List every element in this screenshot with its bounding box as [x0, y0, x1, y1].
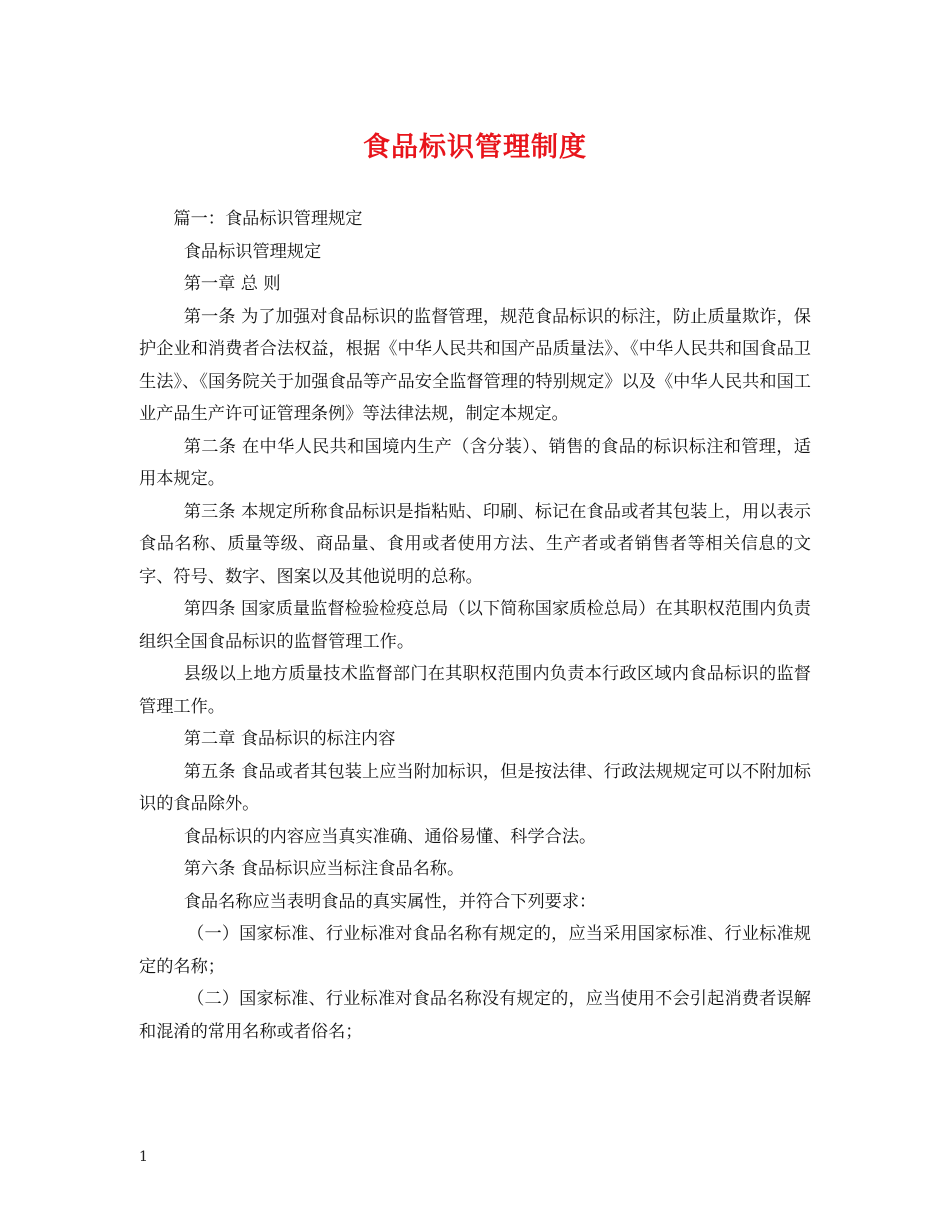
paragraph-item-1: （一）国家标准、行业标准对食品名称有规定的，应当采用国家标准、行业标准规定的名称； — [139, 924, 811, 977]
document-title: 食品标识管理制度 — [363, 132, 587, 163]
paragraph-article-2: 第二条 在中华人民共和国境内生产（含分装）、销售的食品的标识标注和管理，适用本规定。 — [139, 436, 811, 489]
page-number: 1 — [139, 1149, 148, 1165]
document-body — [139, 203, 811, 1048]
paragraph-regulation-title: 食品标识管理规定 — [183, 241, 322, 262]
paragraph-article-4: 第四条 国家质量监督检验检疫总局（以下简称国家质检总局）在其职权范围内负责组织全国食品标识的监督管理工作。 — [139, 599, 811, 652]
paragraph-article-6: 第六条 食品标识应当标注食品名称。 — [183, 859, 465, 879]
paragraph-article-1: 第一条 为了加强对食品标识的监督管理，规范食品标识的标注，防止质量欺诈，保护企业和消费者合法权益，根据《中华人民共和国产品质量法》、《中华人民共和国食品卫生法》、《国务院关于加强食品等产品安全监督管理的特别规定》以及《中华人民共和国工业产品生产许可证管理条例》等法律法规，制定本规定。 — [139, 306, 811, 424]
paragraph-item-2: （二）国家标准、行业标准对食品名称没有规定的，应当使用不会引起消费者误解和混淆的常用名称或者俗名； — [139, 989, 811, 1042]
paragraph-article-5-clause: 食品标识的内容应当真实准确、通俗易懂、科学合法。 — [183, 826, 597, 847]
paragraph-article-6-clause: 食品名称应当表明食品的真实属性，并符合下列要求： — [183, 891, 597, 912]
paragraph-article-5: 第五条 食品或者其包装上应当附加标识，但是按法律、行政法规规定可以不附加标识的食品除外。 — [139, 761, 811, 814]
paragraph-part-heading: 篇一：食品标识管理规定 — [173, 209, 363, 229]
paragraph-article-4-clause: 县级以上地方质量技术监督部门在其职权范围内负责本行政区域内食品标识的监督管理工作。 — [139, 664, 811, 717]
paragraph-chapter-2-heading: 第二章 食品标识的标注内容 — [183, 729, 396, 749]
paragraph-article-3: 第三条 本规定所称食品标识是指粘贴、印刷、标记在食品或者其包装上，用以表示食品名称、质量等级、商品量、食用或者使用方法、生产者或者销售者等相关信息的文字、符号、数字、图案以及其他说明的总称。 — [139, 501, 811, 587]
paragraph-chapter-1-heading: 第一章 总 则 — [183, 274, 281, 294]
